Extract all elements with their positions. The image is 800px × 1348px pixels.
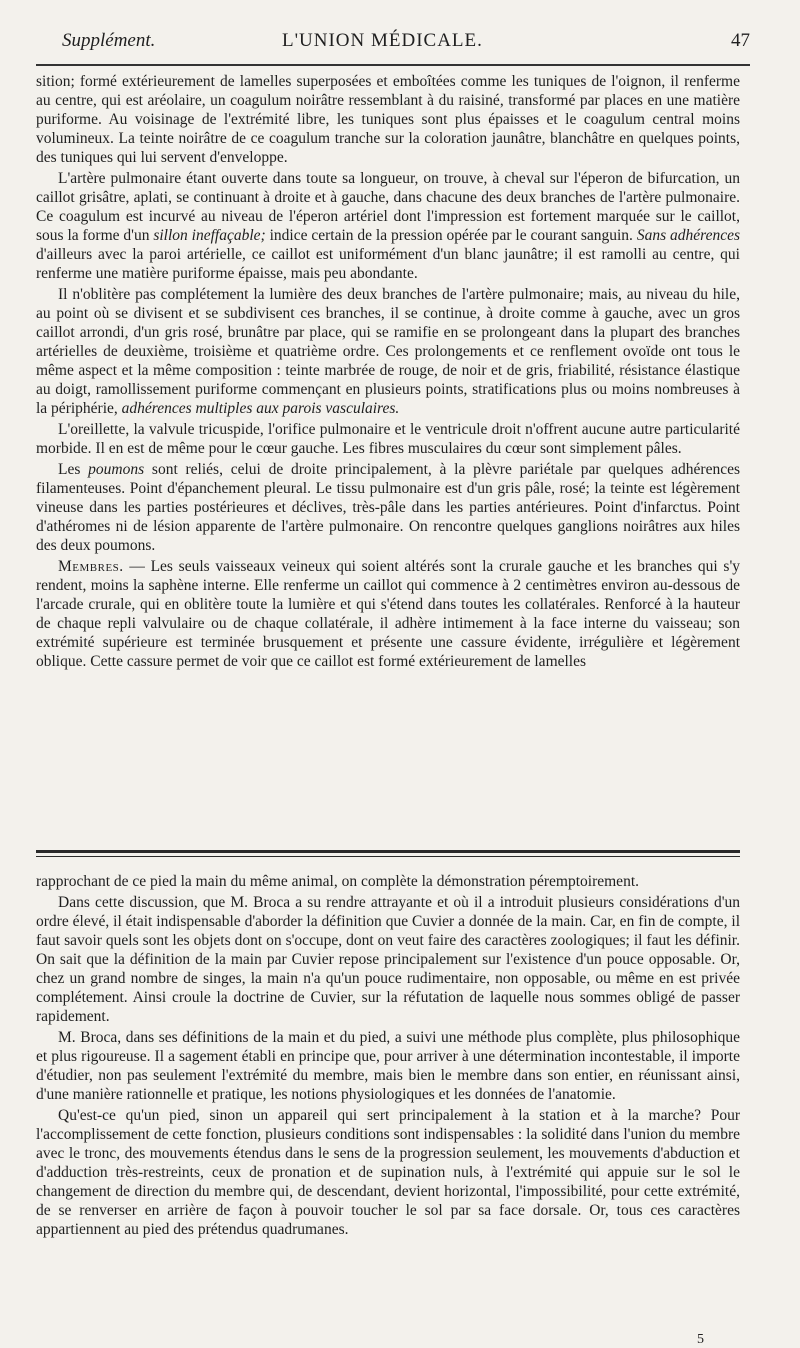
signature-mark: 5 bbox=[697, 1332, 704, 1347]
italic-text: poumons bbox=[88, 461, 145, 478]
paragraph bbox=[36, 285, 740, 418]
paragraph-text: Il n'oblitère pas complétement la lumière des deux branches de l'artère pulmonaire; mais, au niveau du hile, au point où se divisent et se subdivisent ces branches, il se continue, à droite comme à gauche, avec un gros caillot arrondi, d'un gris rosé, brunâtre par place, qui se ramifie en se prolongeant dans la plupart des branches artérielles de deuxième, troisième et quatrième ordre. Ces prolongements et ce renflement ovoïde ont tous le même aspect et la même composition : teinte marbrée de rouge, de noir et de gris, friabilité, résistance élastique au doigt, ramollissement puriforme commençant en plusieurs points, stratifications plus ou moins nombreuses à la périphérie, bbox=[36, 286, 740, 417]
paragraph bbox=[36, 169, 740, 283]
paragraph bbox=[36, 872, 740, 891]
bottom-feuilleton-column bbox=[36, 872, 740, 1241]
paragraph-text: M. Broca, dans ses définitions de la main et du pied, a suivi une méthode plus complète, plus philosophique et plus rigoureuse. Il a sagement établi en principe que, pour arriver à une détermination incontestable, il importe d'étudier, non pas seulement l'extrémité du membre, mais bien le membre dans son entier, en réunissant ainsi, d'une manière rationnelle et pratique, les notions physiologiques et les données de l'anatomie. bbox=[36, 1029, 740, 1103]
paragraph bbox=[36, 557, 740, 671]
italic-text: sillon ineffaçable; bbox=[153, 227, 266, 244]
header-supplement: Supplément. bbox=[62, 30, 156, 51]
paragraph bbox=[36, 1106, 740, 1239]
paragraph-text: d'ailleurs avec la paroi artérielle, ce caillot est uniformément d'un blanc jaunâtre; il est ramolli au centre, qui renferme une matière puriforme épaisse, mais peu abondante. bbox=[36, 246, 740, 282]
paragraph bbox=[36, 893, 740, 1026]
paragraph bbox=[36, 1028, 740, 1104]
header-rule bbox=[36, 64, 750, 66]
paragraph bbox=[36, 72, 740, 167]
paragraph-text: Qu'est-ce qu'un pied, sinon un appareil qui sert principalement à la station et à la marche? Pour l'accomplissement de cette fonction, plusieurs conditions sont indispensables : la solidité dans l'union du membre avec le tronc, des mouvements étendus dans le sens de la progression seulement, les mouvements d'abduction et d'adduction très-restreints, ceux de pronation et de supination nuls, à l'extrémité qui appuie sur le sol le changement de direction du membre qui, de descendant, devient horizontal, l'impossibilité, pour cette extrémité, de se renverser en arrière de façon à pouvoir toucher le sol par sa face dorsale. Or, tous ces caractères appartiennent au pied des prétendus quadrumanes. bbox=[36, 1107, 740, 1238]
paragraph bbox=[36, 460, 740, 555]
header-journal-title: L'UNION MÉDICALE. bbox=[282, 30, 483, 51]
paragraph bbox=[36, 420, 740, 458]
header-page-number: 47 bbox=[731, 30, 750, 51]
paragraph-text: Les bbox=[58, 461, 89, 478]
paragraph-text: sition; formé extérieurement de lamelles superposées et emboîtées comme les tuniques de l'oignon, il renferme au centre, qui est aréolaire, un coagulum noirâtre ressemblant à du raisiné, transformé par places en une matière puriforme. Au voisinage de l'extrémité libre, les tuniques sont plus épaisses et le coagulum central moins volumineux. La teinte noirâtre de ce coagulum tranche sur la coloration jaunâtre, blanchâtre en quelques points, des tuniques qui lui servent d'enveloppe. bbox=[36, 73, 740, 166]
paragraph-text: rapprochant de ce pied la main du même animal, on complète la démonstration péremptoirement. bbox=[36, 873, 639, 890]
running-header bbox=[62, 22, 750, 58]
section-divider bbox=[36, 850, 740, 860]
top-article-column bbox=[36, 72, 740, 673]
paragraph-text: Dans cette discussion, que M. Broca a su rendre attrayante et où il a introduit plusieurs considérations d'un ordre élevé, il était indispensable d'aborder la définition que Cuvier a donnée de la main. Car, en fin de compte, il faut savoir quels sont les objets dont on s'occupe, dont on veut faire des caractères zoologiques; il faut les définir. On sait que la définition de la main par Cuvier repose principalement sur l'existence d'un pouce opposable. Or, chez un grand nombre de singes, la main n'a qu'un pouce rudimentaire, non opposable, ou même en est privée complétement. Ainsi croule la doctrine de Cuvier, sur la réfutation de laquelle nous sommes obligé de passer rapidement. bbox=[36, 894, 740, 1025]
paragraph-text: L'oreillette, la valvule tricuspide, l'orifice pulmonaire et le ventricule droit n'offrent aucune autre particularité morbide. Il en est de même pour le cœur gauche. Les fibres musculaires du cœur sont simplement pâles. bbox=[36, 421, 740, 457]
paragraph-text: — Les seuls vaisseaux veineux qui soient altérés sont la crurale gauche et les branches qui s'y rendent, moins la saphène interne. Elle renferme un caillot qui commence à 2 centimètres environ au-dessous de l'arcade crurale, qui en oblitère toute la lumière et qui s'étend dans toutes les collatérales. Renforcé à la hauteur de chaque repli valvulaire ou de chaque collatérale, il adhère intimement à la face interne du vaisseau; son extrémité supérieure est terminée brusquement et présente une cassure évidente, irrégulière et légèrement oblique. Cette cassure permet de voir que ce caillot est formé extérieurement de lamelles bbox=[36, 558, 740, 670]
italic-text: Sans adhérences bbox=[636, 227, 740, 244]
paragraph-text: indice certain de la pression opérée par le courant sanguin. bbox=[265, 227, 637, 244]
section-heading: Membres. bbox=[58, 558, 124, 575]
divider-thick-rule bbox=[36, 850, 740, 853]
paragraph-text: sont reliés, celui de droite principalement, à la plèvre pariétale par quelques adhérences filamenteuses. Point d'épanchement pleural. Le tissu pulmonaire est d'un gris pâle, rosé; la teinte est légèrement vineuse dans les parties postérieures et déclives, très-pâle dans les parties antérieures. Point d'infarctus. Point d'athéromes ni de lésion apparente de l'artère pulmonaire. On rencontre quelques ganglions noirâtres aux hiles des deux poumons. bbox=[36, 461, 740, 554]
italic-text: adhérences multiples aux parois vasculaires. bbox=[121, 400, 400, 417]
divider-thin-rule bbox=[36, 856, 740, 857]
paragraph-text: L'artère pulmonaire étant ouverte dans toute sa longueur, on trouve, à cheval sur l'éperon de bifurcation, un caillot grisâtre, aplati, se continuant à droite et à gauche, dans chacune des deux branches de l'artère pulmonaire. Ce coagulum est incurvé au niveau de l'éperon artériel dont l'impression est fortement marquée sur le caillot, sous la forme d'un bbox=[36, 170, 740, 244]
